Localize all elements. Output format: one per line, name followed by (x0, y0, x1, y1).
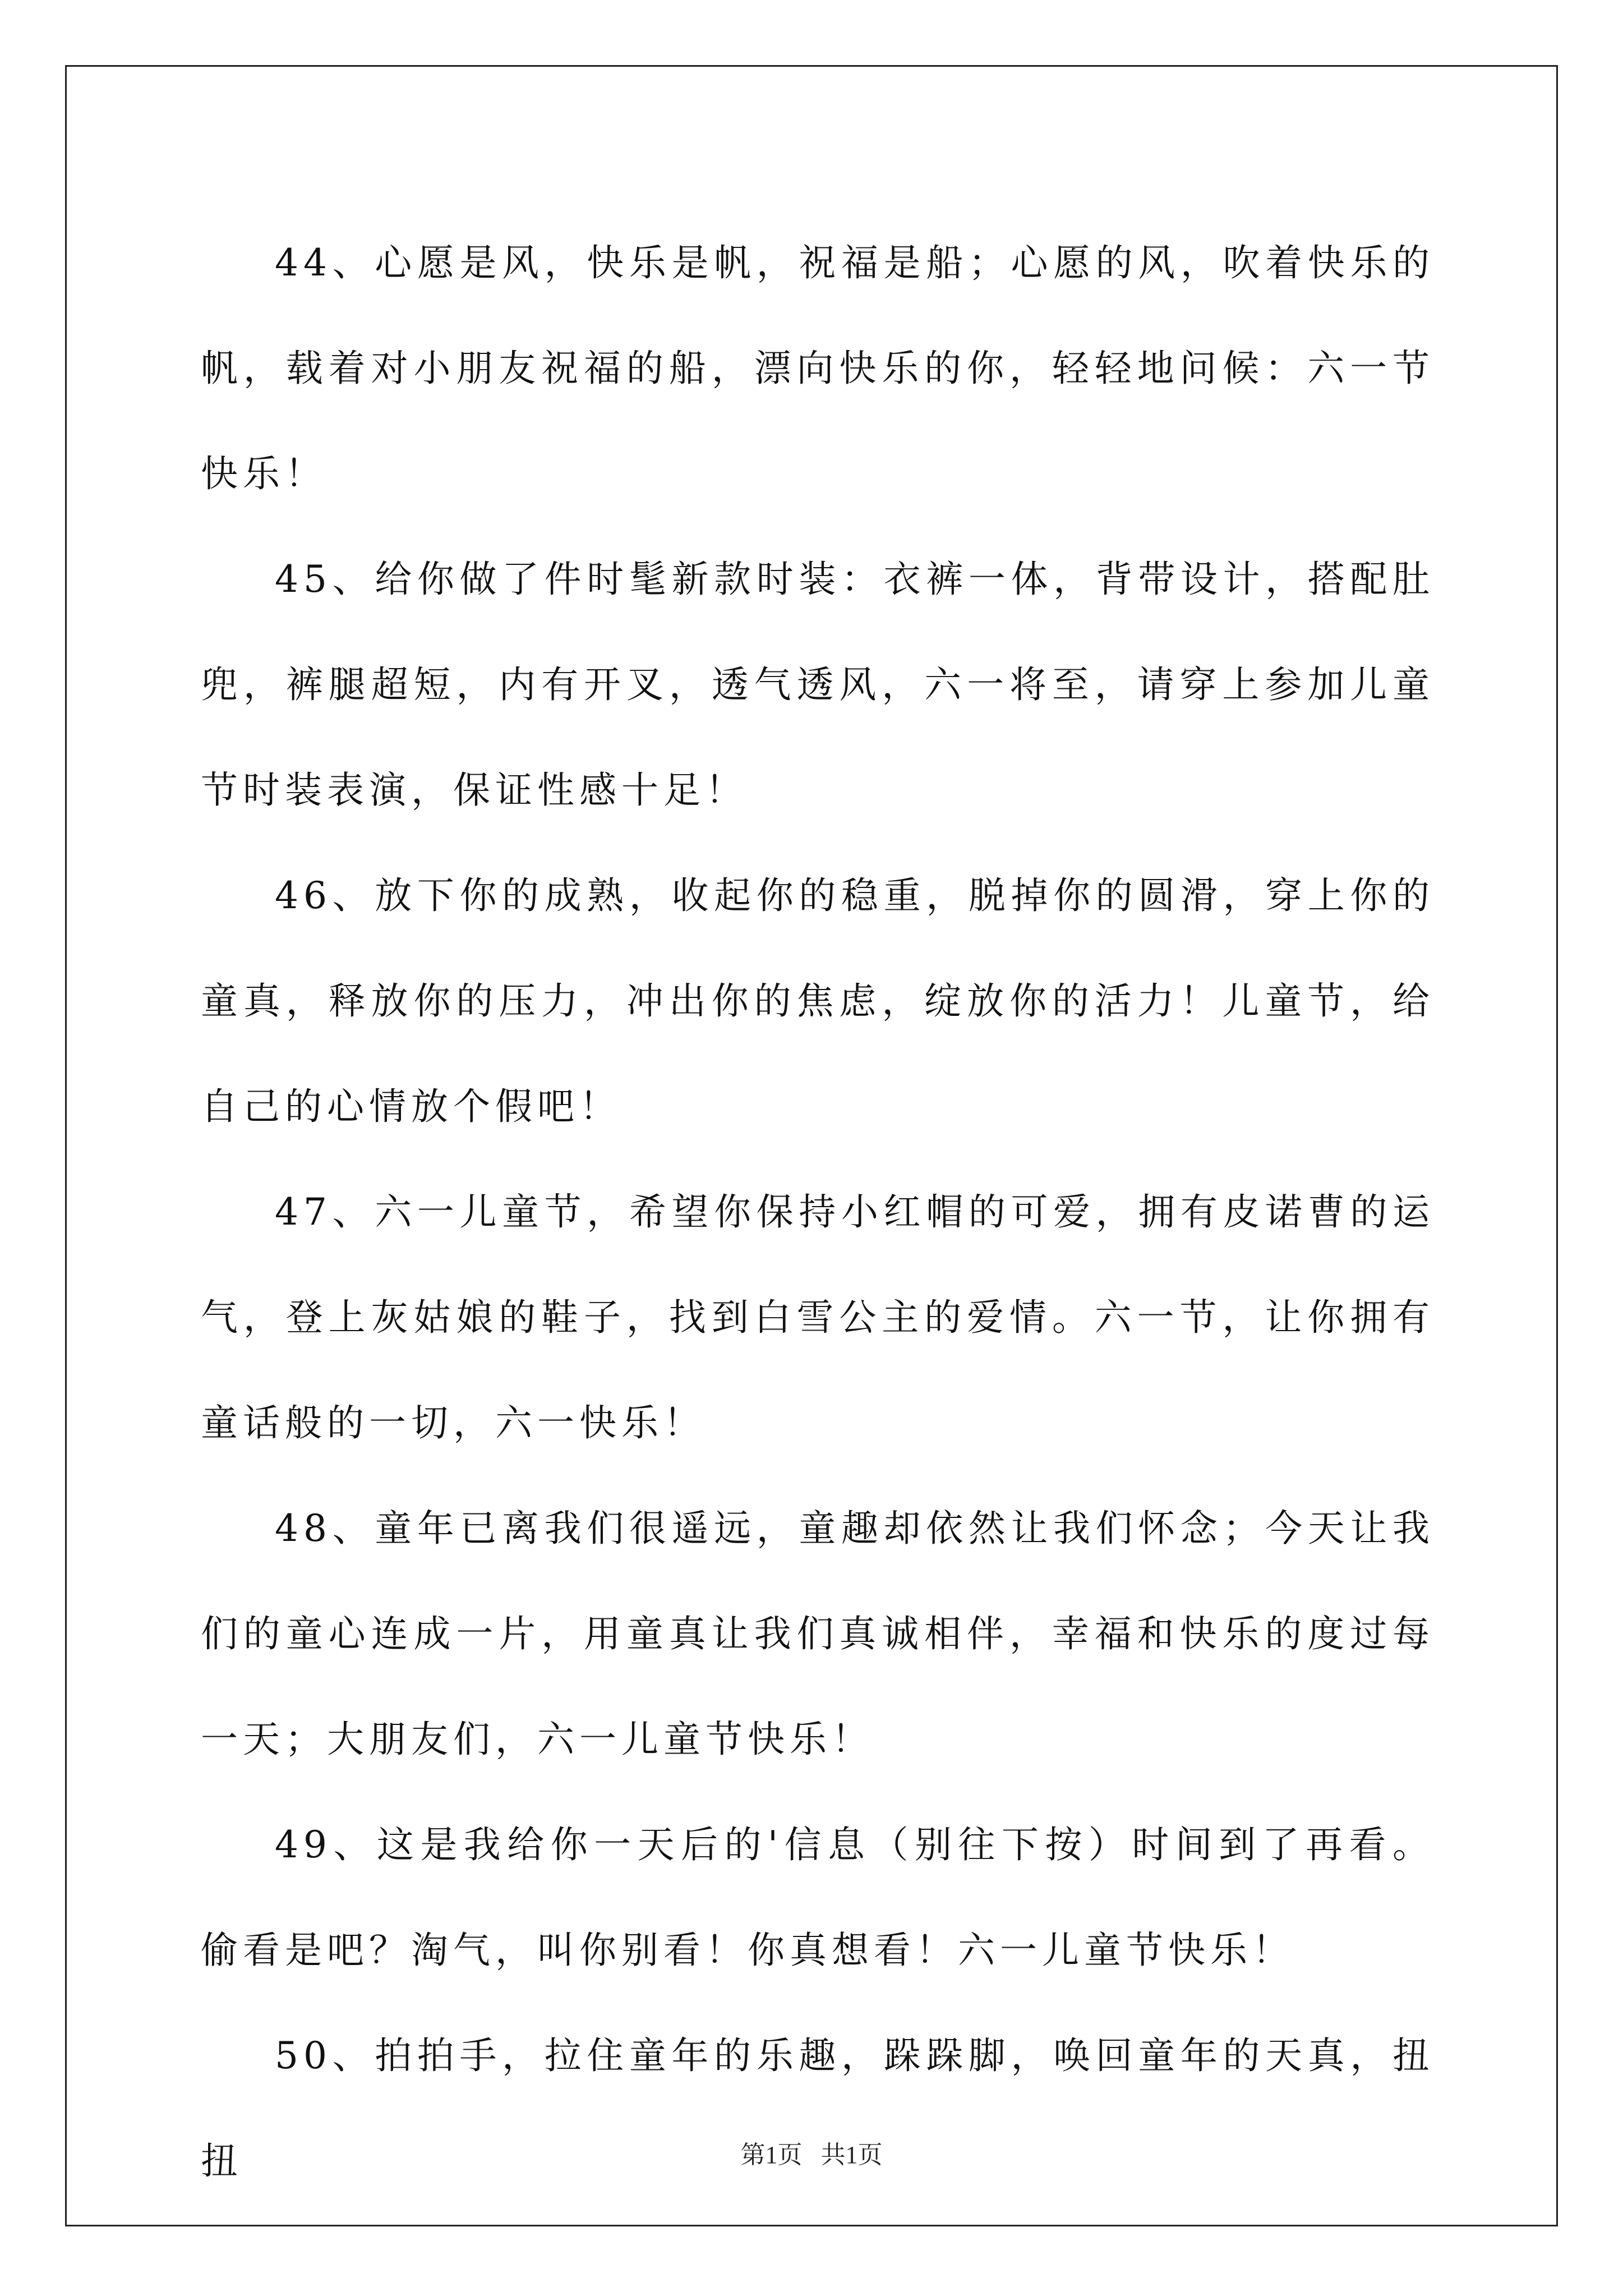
document-body (201, 210, 1435, 2214)
paragraph-47: 47、六一儿童节，希望你保持小红帽的可爱，拥有皮诺曹的运气，登上灰姑娘的鞋子，找到白雪公主的爱情。六一节，让你拥有童话般的一切，六一快乐！ (201, 1190, 1435, 1444)
paragraph-50: 50、拍拍手，拉住童年的乐趣，跺跺脚，唤回童年的天真，扭扭 (201, 2034, 1435, 2183)
paragraph-45: 45、给你做了件时髦新款时装：衣裤一体，背带设计，搭配肚兜，裤腿超短，内有开叉，透气透风，六一将至，请穿上参加儿童节时装表演，保证性感十足！ (201, 558, 1435, 812)
paragraph-49: 49、这是我给你一天后的'信息（别往下按）时间到了再看。偷看是吧？淘气，叫你别看！你真想看！六一儿童节快乐！ (201, 1823, 1435, 1972)
paragraph-44: 44、心愿是风，快乐是帆，祝福是船；心愿的风，吹着快乐的帆，载着对小朋友祝福的船，漂向快乐的你，轻轻地问候：六一节快乐！ (201, 241, 1435, 495)
paragraph-48: 48、童年已离我们很遥远，童趣却依然让我们怀念；今天让我们的童心连成一片，用童真让我们真诚相伴，幸福和快乐的度过每一天；大朋友们，六一儿童节快乐！ (201, 1507, 1435, 1761)
page-footer: 第1页 共1页 (740, 2141, 883, 2169)
paragraph-46: 46、放下你的成熟，收起你的稳重，脱掉你的圆滑，穿上你的童真，释放你的压力，冲出你的焦虑，绽放你的活力！儿童节，给自己的心情放个假吧！ (201, 874, 1435, 1128)
